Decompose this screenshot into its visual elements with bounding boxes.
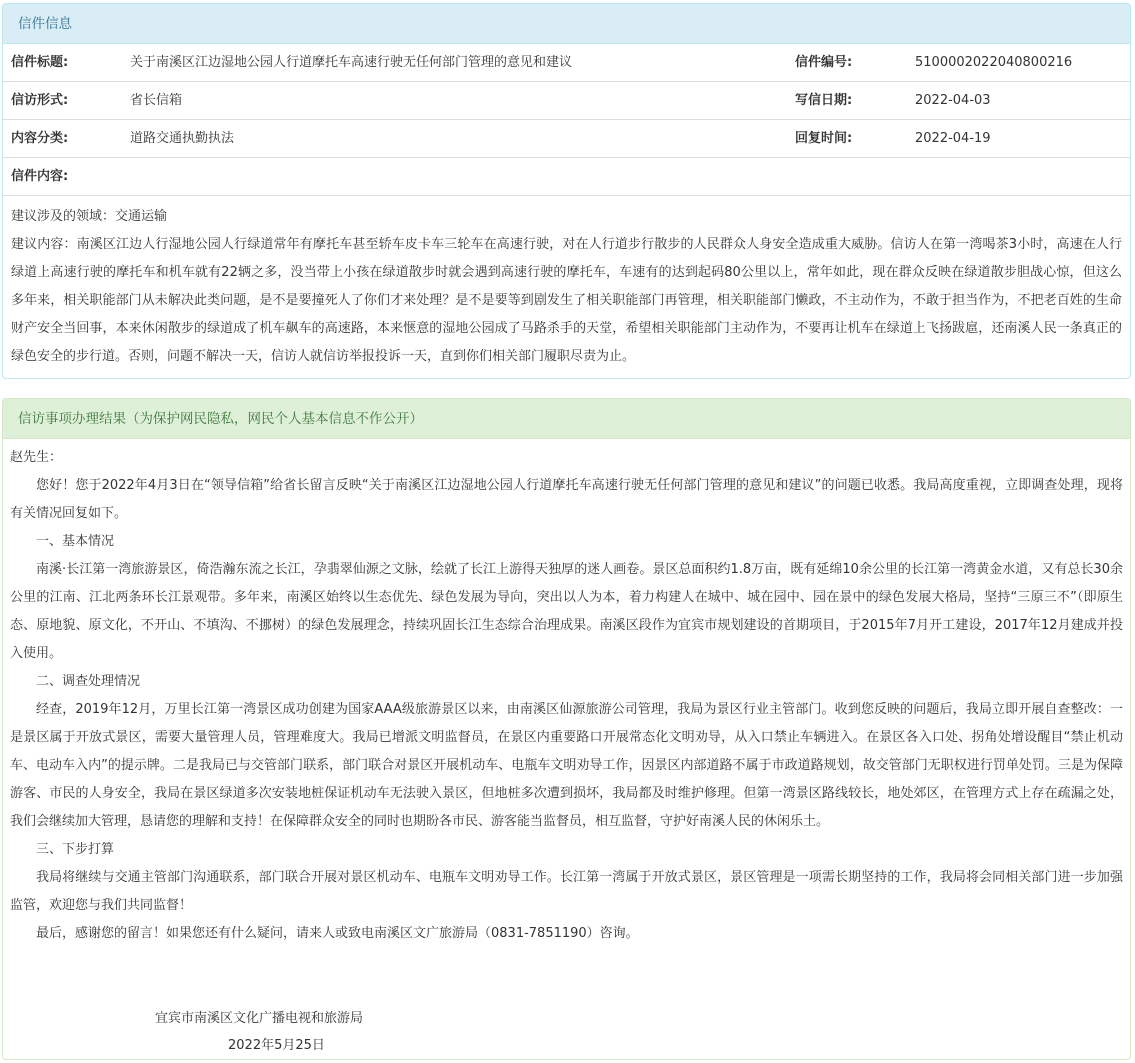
handling-result-panel	[2, 398, 1131, 1060]
letter-info-panel	[2, 3, 1131, 379]
section-basic-text: 南溪·长江第一湾旅游景区，倚浩瀚东流之长江，孕翡翠仙源之文脉，绘就了长江上游得天独厚的迷人画卷。景区总面积约1.8万亩，既有延绵10余公里的长江第一湾黄金水道，又有总长30余公里的江南、江北两条环长江景观带。多年来，南溪区始终以生态优先、绿色发展为导向，突出以人为本，着力构建人在城中、城在园中、园在景中的绿色发展大格局，坚持“三原三不”（即原生态、原地貌、原文化，不开山、不填沟、不挪树）的绿色发展理念，持续巩固长江生态综合治理成果。南溪区段作为宜宾市规划建设的首期项目，于2015年7月开工建设，2017年12月建成并投入使用。	[10, 562, 1123, 661]
label-write-date: 写信日期:	[795, 93, 853, 108]
section-heading-next-steps: 三、下步打算	[36, 842, 115, 857]
letter-content-text: 建议内容：南溪区江边人行湿地公园人行绿道常年有摩托车甚至轿车皮卡车三轮车在高速行驶，对在人行道步行散步的人民群众人身安全造成重大威胁。信访人在第一湾喝茶3小时，高速在人行绿道上高速行驶的摩托车和机车就有22辆之多，没当带上小孩在绿道散步时就会遇到高速行驶的摩托车，车速有的达到起码80公里以上，常年如此，现在群众反映在绿道散步胆战心惊，但这么多年来，相关职能部门从未解决此类问题，是不是要撞死人了你们才来处理？是不是要等到剧发生了相关职能部门再管理，相关职能部门懒政，不主动作为，不敢于担当作为，不把老百姓的生命财产安全当回事，本来休闲散步的绿道成了机车飙车的高速路，本来惬意的湿地公园成了马路杀手的天堂，希望相关职能部门主动作为，不要再让机车在绿道上飞扬跋扈，还南溪人民一条真正的绿色安全的步行道。否则，问题不解决一天，信访人就信访举报投诉一天，直到你们相关部门履职尽责为止。	[11, 237, 1122, 364]
label-letter-content: 信件内容:	[11, 169, 69, 184]
value-reply-time: 2022-04-19	[915, 131, 991, 146]
label-letter-title: 信件标题:	[11, 55, 69, 70]
info-row-form	[3, 82, 1130, 120]
info-row-title	[3, 44, 1130, 82]
value-petition-form: 省长信箱	[130, 93, 183, 108]
label-letter-number: 信件编号:	[795, 55, 853, 70]
label-petition-form: 信访形式:	[11, 93, 69, 108]
letter-content-domain: 建议涉及的领域：交通运输	[11, 209, 168, 224]
letter-content-body	[3, 196, 1130, 371]
reply-closing: 最后，感谢您的留言！如果您还有什么疑问，请来人或致电南溪区文广旅游局（0831-7851190）咨询。	[36, 926, 639, 941]
reply-salutation: 赵先生：	[10, 450, 63, 465]
value-letter-number: 5100002022040800216	[915, 55, 1073, 70]
reply-greeting: 您好！您于2022年4月3日在“领导信箱”给省长留言反映“关于南溪区江边湿地公园人行道摩托车高速行驶无任何部门管理的意见和建议”的问题已收悉。我局高度重视，立即调查处理，现将有关情况回复如下。	[10, 478, 1123, 521]
value-write-date: 2022-04-03	[915, 93, 991, 108]
value-content-category: 道路交通执勤执法	[130, 131, 235, 146]
reply-body	[3, 439, 1130, 948]
handling-result-header: 信访事项办理结果（为保护网民隐私，网民个人基本信息不作公开）	[3, 399, 1130, 439]
value-letter-title: 关于南溪区江边湿地公园人行道摩托车高速行驶无任何部门管理的意见和建议	[130, 55, 573, 70]
signature-date: 2022年5月25日	[228, 1038, 325, 1053]
letter-info-header: 信件信息	[3, 4, 1130, 44]
section-heading-investigation: 二、调查处理情况	[36, 674, 141, 689]
section-heading-basic: 一、基本情况	[36, 534, 115, 549]
section-investigation-text: 经查，2019年12月，万里长江第一湾景区成功创建为国家AAA级旅游景区以来，由南溪区仙源旅游公司管理，我局为景区行业主管部门。收到您反映的问题后，我局立即开展自查整改：一是景区属于开放式景区，需要大量管理人员，管理难度大。我局已增派文明监督员，在景区内重要路口开展常态化文明劝导，从入口禁止车辆进入。在景区各入口处、拐角处增设醒目“禁止机动车、电动车入内”的提示牌。二是我局已与交管部门联系，部门联合对景区开展机动车、电瓶车文明劝导工作，因景区内部道路不属于市政道路规划，故交管部门无职权进行罚单处罚。三是为保障游客、市民的人身安全，我局在景区绿道多次安装地桩保证机动车无法驶入景区，但地桩多次遭到损坏，我局都及时维护修理。但第一湾景区路线较长，地处郊区，在管理方式上存在疏漏之处，我们会继续加大管理，恳请您的理解和支持！在保障群众安全的同时也期盼各市民、游客能当监督员，相互监督，守护好南溪人民的休闲乐土。	[10, 702, 1123, 829]
signature-organization: 宜宾市南溪区文化广播电视和旅游局	[155, 1011, 364, 1026]
info-row-category	[3, 120, 1130, 158]
section-next-steps-text: 我局将继续与交通主管部门沟通联系，部门联合开展对景区机动车、电瓶车文明劝导工作。长江第一湾属于开放式景区，景区管理是一项需长期坚持的工作，我局将会同相关部门进一步加强监管，欢迎您与我们共同监督！	[10, 870, 1123, 913]
label-reply-time: 回复时间:	[795, 131, 853, 146]
info-row-content-label	[3, 158, 1130, 196]
label-content-category: 内容分类:	[11, 131, 69, 146]
